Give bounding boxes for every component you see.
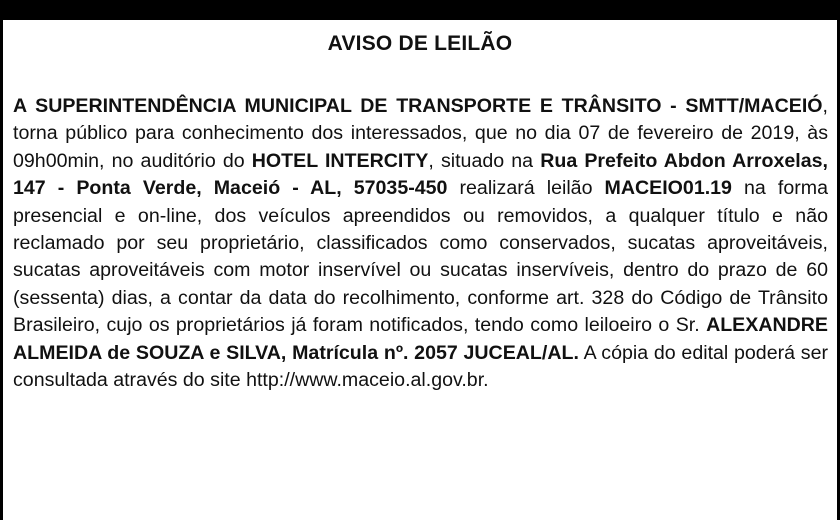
notice-body (13, 93, 828, 394)
notice-title: AVISO DE LEILÃO (327, 32, 513, 55)
auctioneer-name: ALEXANDRE ALMEIDA de SOUZA e SILVA, Matrícula nº. 2057 JUCEAL/AL. (13, 314, 828, 364)
auction-code: MACEIO01.19 (604, 177, 732, 200)
venue-address: Rua Prefeito Abdon Arroxelas, 147 - Ponta Verde, Maceió - AL, 57035-450 (13, 149, 828, 200)
body-text-2: , situado na (428, 149, 541, 172)
body-text-5: A cópia do edital poderá ser consultada através do site http://www.maceio.al.gov.br. (13, 341, 828, 392)
agency-name: A SUPERINTENDÊNCIA MUNICIPAL DE TRANSPORTE E TRÂNSITO - SMTT/MACEIÓ (13, 95, 823, 117)
left-border (0, 0, 3, 520)
top-border-bar (0, 0, 840, 20)
body-text-3: realizará leilão (447, 177, 605, 200)
body-text-4: na forma presencial e on-line, dos veículos apreendidos ou removidos, a qualquer título e não reclamado por seu proprietário, classificados como conservados, sucatas aproveitáveis, sucatas aproveitáveis com motor inservível ou sucatas inservíveis, dentro do prazo de 60 (sessenta) dias, a contar da data do recolhimento, conforme art. 328 do Código de Trânsito Brasileiro, cujo os proprietários já foram notificados, tendo como leiloeiro o Sr. (13, 177, 828, 337)
venue-name: HOTEL INTERCITY (251, 149, 429, 172)
body-text-1: , torna público para conhecimento dos interessados, que no dia 07 de fevereiro de 2019, às 09h00min, no auditório do (13, 95, 828, 172)
